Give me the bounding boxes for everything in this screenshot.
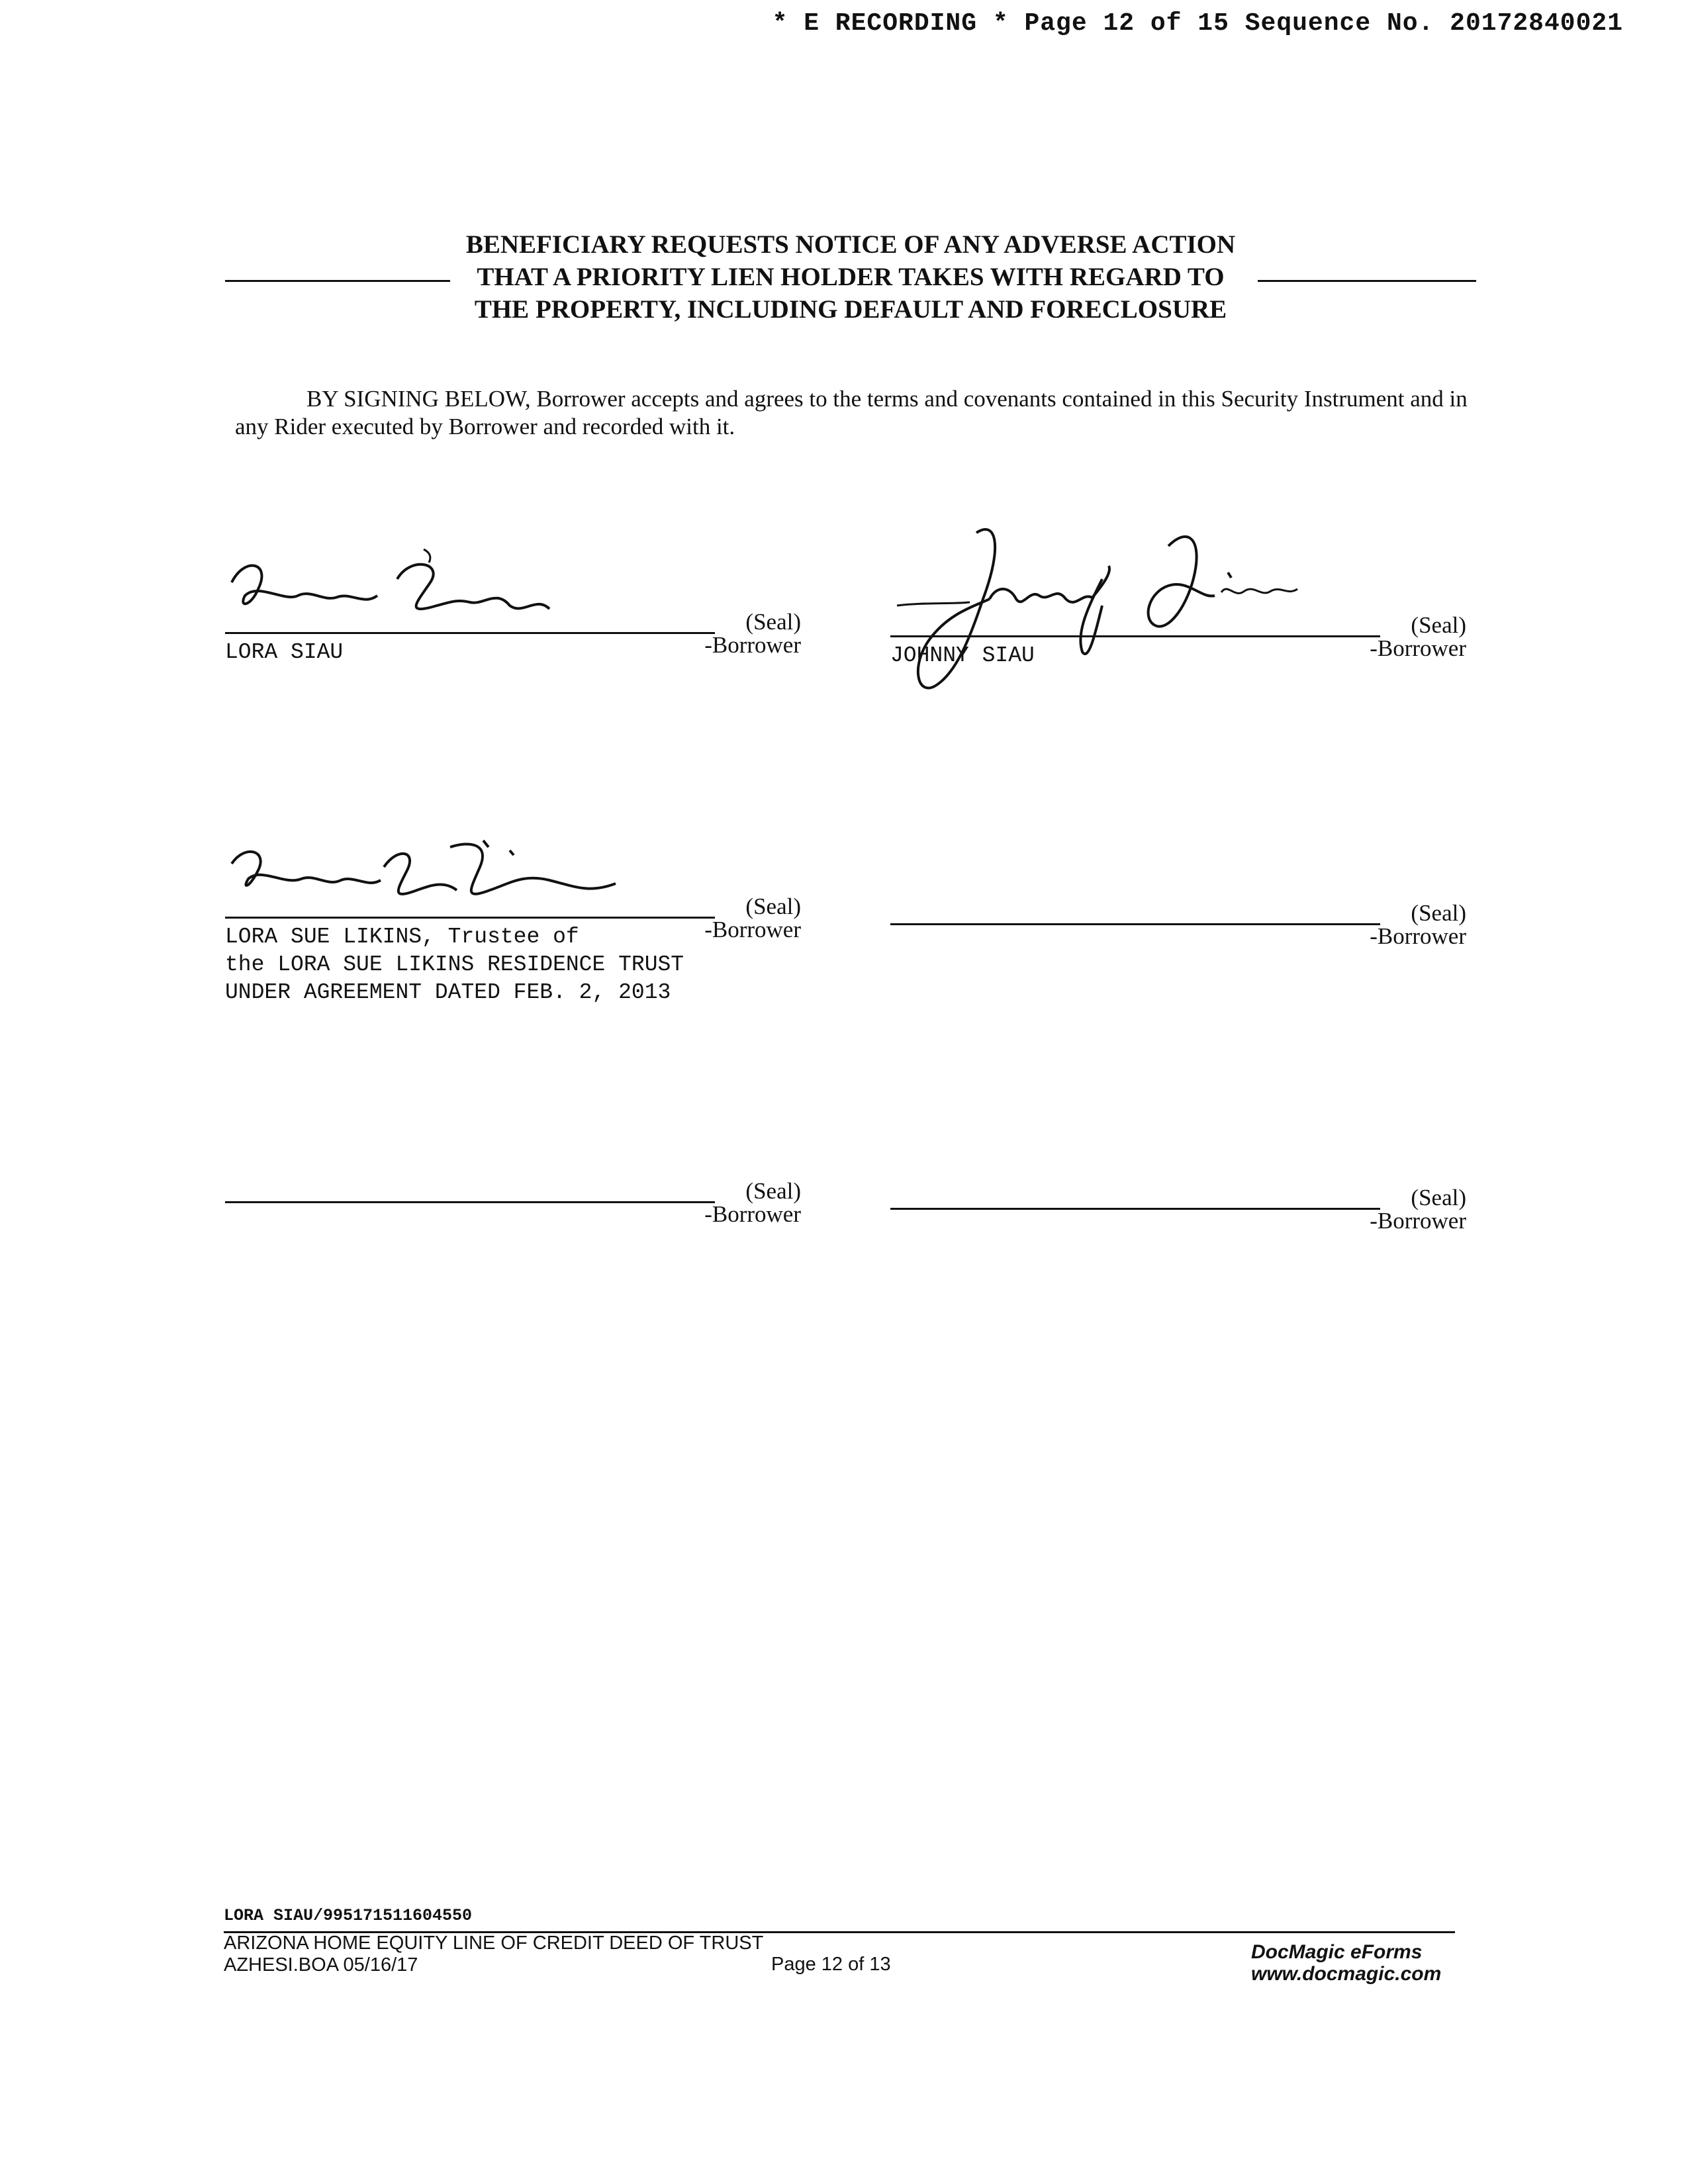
borrower-label: -Borrower [704,1201,801,1227]
signature-block-1 [225,569,801,702]
signature-line [225,632,715,634]
footer-form-code: AZHESI.BOA 05/16/17 [224,1954,418,1976]
borrower-label: -Borrower [1370,635,1466,661]
acknowledgement-text: BY SIGNING BELOW, Borrower accepts and agrees to the terms and covenants contained in this Security Instrument and in any Rider executed by Borrower and recorded with it. [235,386,1468,439]
signer-name: LORA SUE LIKINS, Trustee of the LORA SUE LIKINS RESIDENCE TRUST UNDER AGREEMENT DATED FEB. 2, 2013 [225,925,684,1005]
borrower-label: -Borrower [704,917,801,942]
docmagic-url: www.docmagic.com [1251,1963,1442,1985]
signature-line [890,923,1380,925]
notice-heading [225,228,1476,326]
handwritten-signature [218,543,589,642]
notice-rule-left [225,280,450,282]
seal-label: (Seal) [1411,612,1466,638]
handwritten-signature [884,520,1321,705]
footer-form-title: ARIZONA HOME EQUITY LINE OF CREDIT DEED OF TRUST [224,1933,764,1954]
seal-label: (Seal) [1411,900,1466,926]
docmagic-logo: DocMagic eForms [1251,1941,1423,1963]
notice-line-2: THAT A PRIORITY LIEN HOLDER TAKES WITH REGARD TO [477,263,1225,291]
borrower-label: -Borrower [1370,923,1466,949]
notice-rule-right [1258,280,1476,282]
borrower-label: -Borrower [704,632,801,658]
signature-block-3 [225,854,801,1026]
seal-label: (Seal) [1411,1185,1466,1210]
signature-block-5 [225,1138,801,1271]
signature-line [890,1208,1380,1210]
acknowledgement-paragraph [235,385,1473,441]
signature-block-6 [890,1145,1466,1277]
notice-line-1: BENEFICIARY REQUESTS NOTICE OF ANY ADVERSE ACTION [465,230,1236,259]
recording-header: * E RECORDING * Page 12 of 15 Sequence No. 20172840021 [772,9,1623,38]
seal-label: (Seal) [745,609,801,635]
seal-label: (Seal) [745,1178,801,1204]
footer-loan-id: LORA SIAU/995171511604550 [224,1906,473,1925]
seal-label: (Seal) [745,893,801,919]
footer-page-number: Page 12 of 13 [771,1954,891,1975]
signer-name: JOHNNY SIAU [890,643,1035,668]
borrower-label: -Borrower [1370,1208,1466,1234]
signature-block-4 [890,860,1466,993]
signature-line [225,1201,715,1203]
notice-line-3: THE PROPERTY, INCLUDING DEFAULT AND FORECLOSURE [474,295,1227,324]
signer-name: LORA SIAU [225,640,344,664]
signature-block-2 [890,572,1466,705]
signature-line [890,635,1380,637]
signature-line [225,917,715,919]
handwritten-signature [218,827,629,927]
